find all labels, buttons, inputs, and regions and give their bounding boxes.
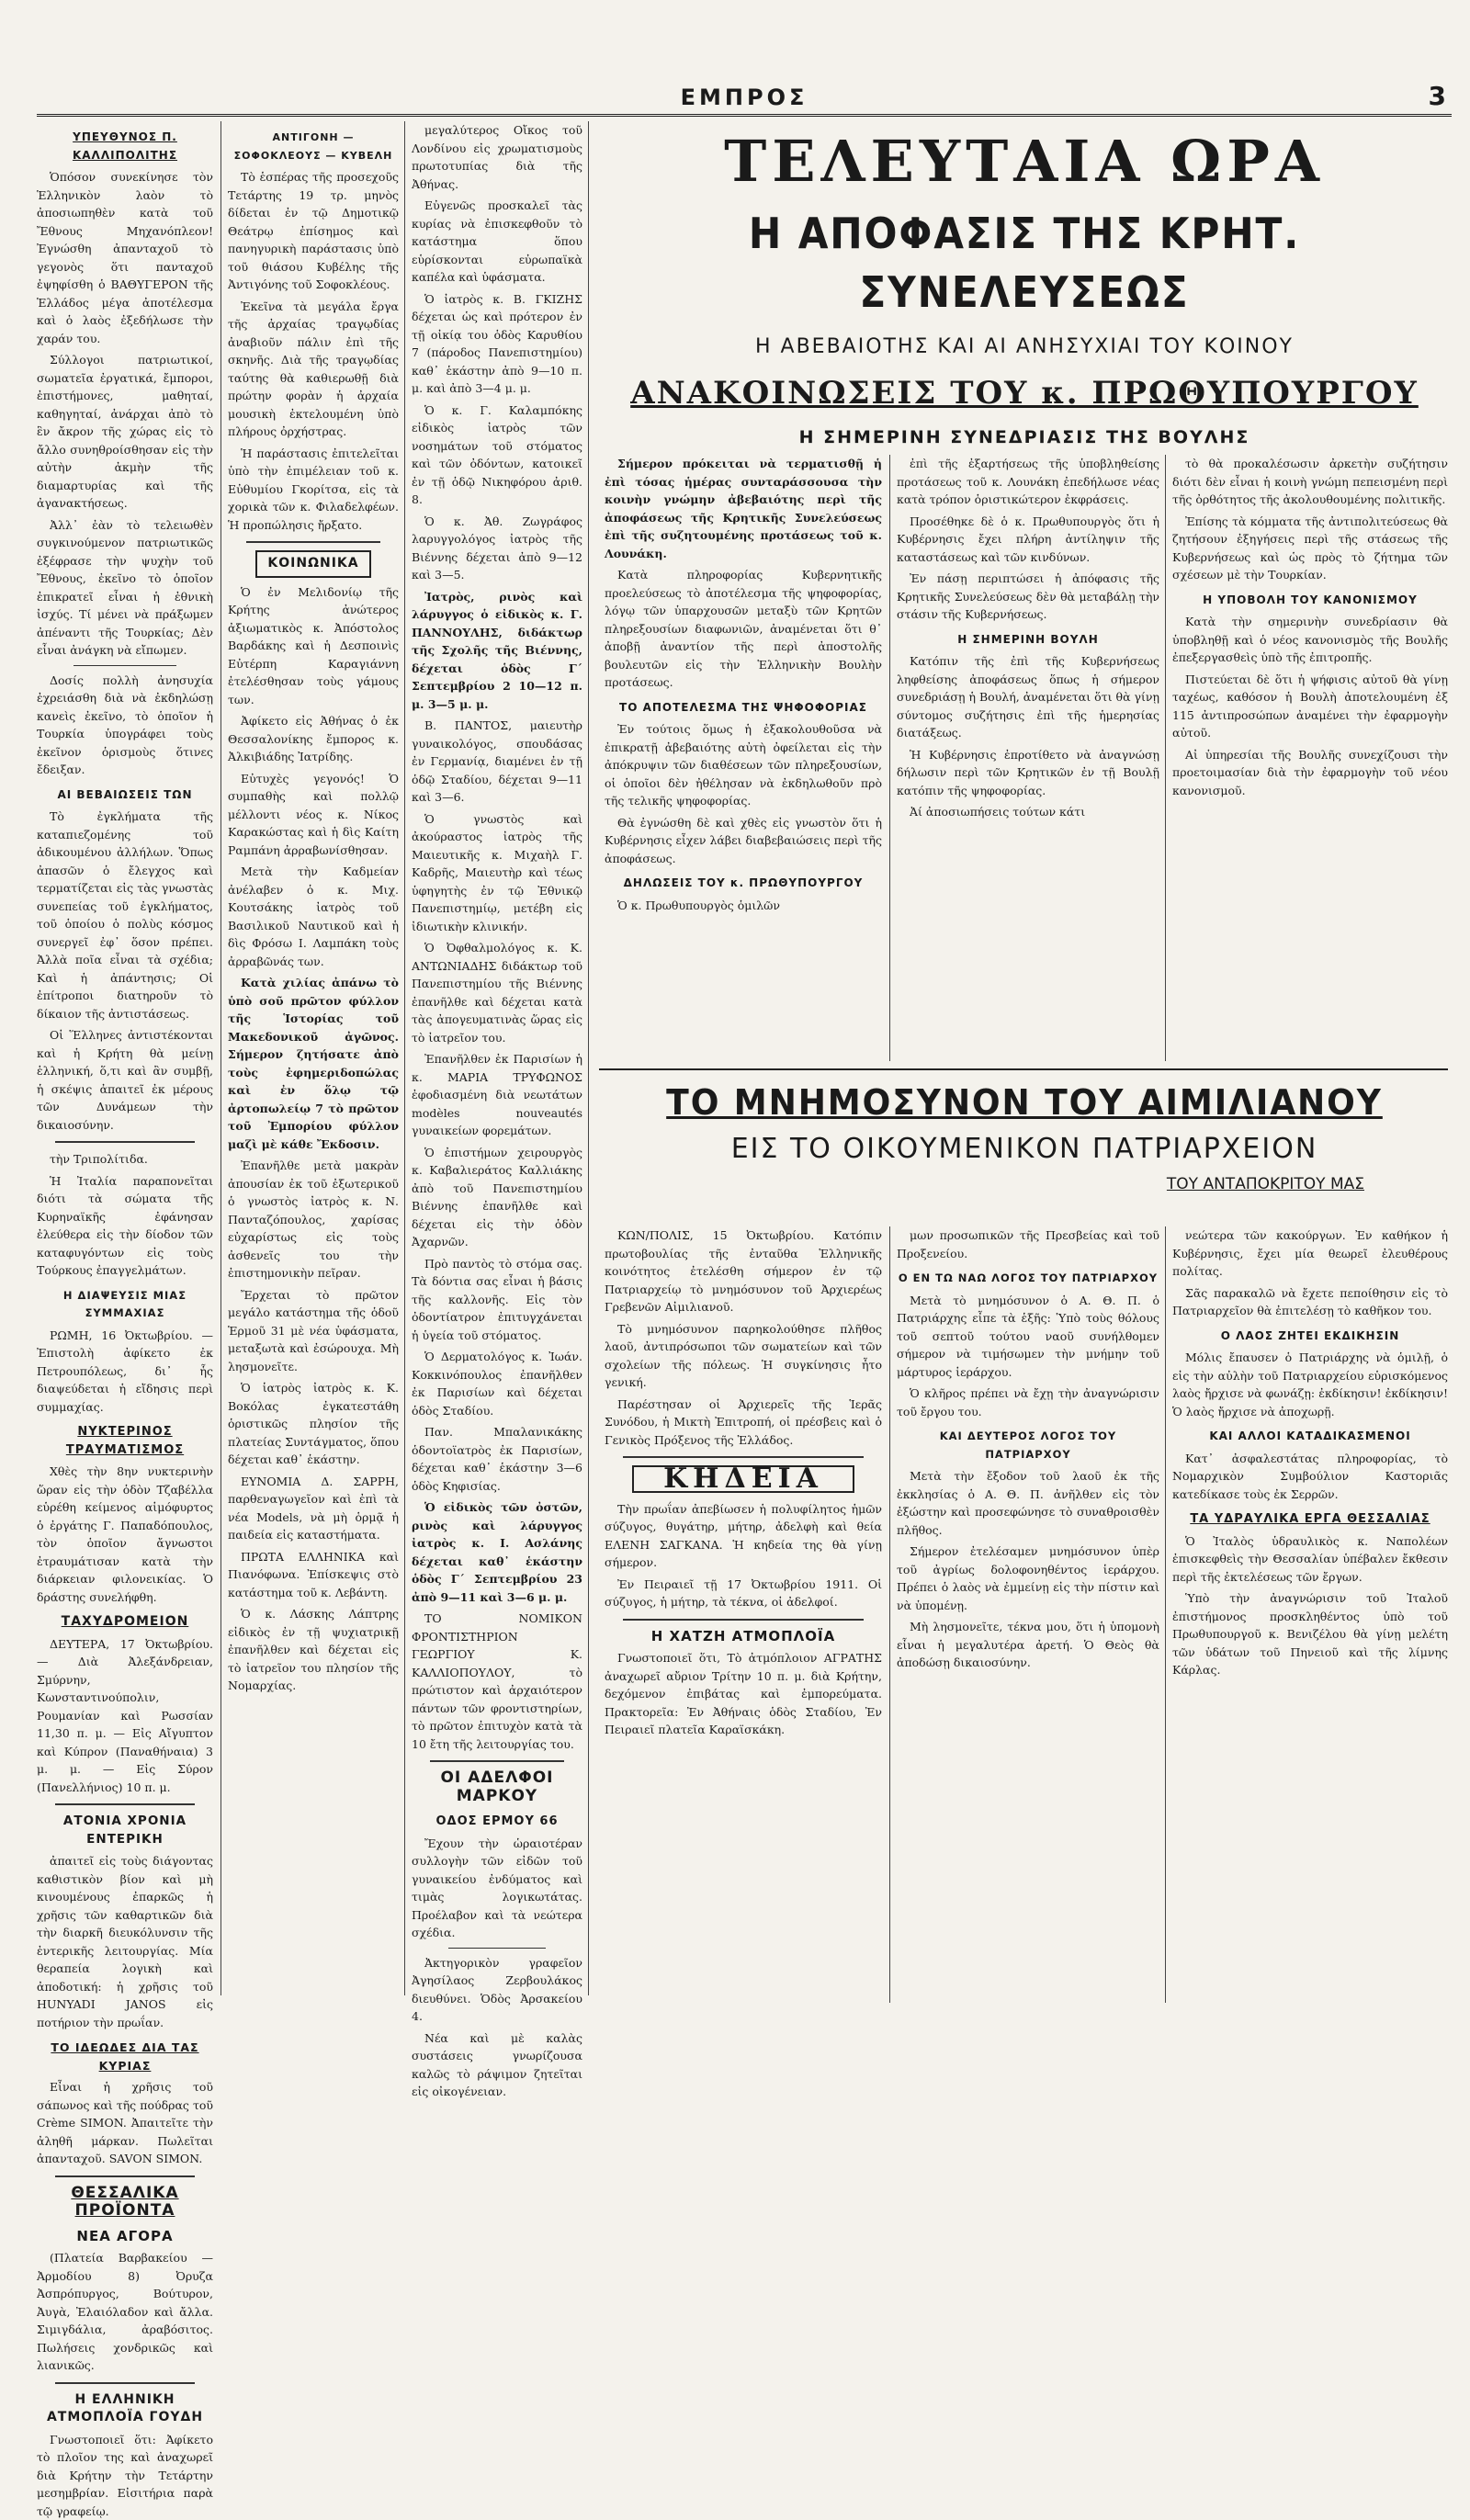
column-rule — [588, 121, 589, 1995]
article-paragraph: Μετὰ τὴν ἔξοδον τοῦ λαοῦ ἐκ τῆς ἐκκλησίας ὁ Α. Θ. Π. ἀνῆλθεν εἰς τὸν ἐξώστην καὶ προσεφώνησε τὸ συναθροισθὲν πλῆθος. — [897, 1467, 1159, 1539]
section-heading: ΤΑ ΥΔΡΑΥΛΙΚΑ ΕΡΓΑ ΘΕΣΣΑΛΙΑΣ — [1172, 1510, 1448, 1529]
article-paragraph: Τὸ ἐγκλήματα τῆς καταπιεζομένης τοῦ ἀδικουμένου ἀλλήλων. Ὅπως ἀπασῶν ὁ ἔλεγχος καὶ τερματίζεται εἰς τὰς γνωστὰς συνεπείας τοῦ ἐγκλήματος, τοῦ ὁποίου ὁ πολὺς κόσμος συνεργεῖ ἐφ᾽ ὅσον πρέπει. Ἀλλὰ ποῖα εἶναι τὰ σχέδια; Καὶ ἡ ἀπάντησις; Οἱ ἐπίτροποι διατηροῦν τὸ δίκαιον τῆς ἀντιστάσεως. — [37, 808, 213, 1023]
article-paragraph: Ἡ Κυβέρνησις ἐπροτίθετο νὰ ἀναγνώσῃ δήλωσιν περὶ τῶν Κρητικῶν ἐν τῇ Βουλῇ κατόπιν τῆς ψηφοφορίας. — [897, 746, 1159, 800]
column-rule — [889, 455, 890, 1061]
article-paragraph: Ἡ παράστασις ἐπιτελεῖται ὑπὸ τὴν ἐπιμέλειαν τοῦ κ. Εὐθυμίου Γκορίτσα, εἰς τὰ χορικὰ τῶν κ. Φιλαδελφέων. Ἡ προπώλησις ἤρξατο. — [228, 445, 399, 535]
banner-title: ΤΕΛΕΥΤΑΙΑ ΩΡΑ — [602, 129, 1447, 195]
column-1 — [37, 121, 213, 1995]
memorial-headline — [602, 1077, 1447, 1219]
separator — [55, 1803, 195, 1805]
article-paragraph: Κατ᾽ ἀσφαλεστάτας πληροφορίας, τὸ Νομαρχικὸν Συμβούλιον Καστοριᾶς κατεδίκασε τοὺς ἐκ Σερρῶν. — [1172, 1450, 1448, 1504]
ad-text: Εἶναι ἡ χρῆσις τοῦ σάπωνος καὶ τῆς πούδρας τοῦ Crème SIMON. Ἀπαιτεῖτε τὴν ἀληθῆ μάρκαν. Πωλεῖται ἀπανταχοῦ. SAVON SIMON. — [37, 2078, 213, 2168]
column-3 — [412, 121, 582, 1995]
ad-text: (Πλατεία Βαρβακείου — Ἀρμοδίου 8) Ὀρυζα Ἀσπρόπυργος, Βούτυρον, Ἀυγὰ, Ἐλαιόλαδον καὶ ἄλλα. Σιμιγδάλια, ἀραβόσιτος. Πωλήσεις χονδρικῶς καὶ λιανικῶς. — [37, 2249, 213, 2375]
notice-item: Παν. Μπαλανικάκης ὁδοντοϊατρὸς ἐκ Παρισίων, δέχεται καθ᾽ ἑκάστην 3—6 ὁδὸς Κηφισίας. — [412, 1423, 582, 1495]
section-heading: ΚΑΙ ΑΛΛΟΙ ΚΑΤΑΔΙΚΑΣΜΕΝΟΙ — [1172, 1428, 1448, 1446]
social-item: ΕΥΝΟΜΙΑ Δ. ΣΑΡΡΗ, παρθεναγωγεῖον καὶ ἐπὶ τὰ νέα Models, νὰ μὴ ὁρμᾷ ἡ παιδεία εἰς καταστήματα. — [228, 1473, 399, 1544]
separator — [246, 541, 380, 543]
article-paragraph: Ἀλλ᾽ ἐὰν τὸ τελειωθὲν συγκινούμενον πατριωτικῶς ἐξέφρασε τὴν ψυχὴν τοῦ Ἔθνους, ἐκεῖνο τὸ ὁποῖον ἐπικρατεῖ εἶναι ἡ ἐθνικὴ ἰσχύς. Τί μένει νὰ πράξωμεν ἀπέναντι τῆς Τουρκίας; Δὲν εἶναι ἀνάγκη νὰ εἴπωμεν. — [37, 516, 213, 660]
separator — [430, 1760, 564, 1762]
separator — [55, 1141, 195, 1143]
ad-heading: Η ΕΛΛΗΝΙΚΗ ΑΤΜΟΠΛΟΪΑ ΓΟΥΔΗ — [37, 2391, 213, 2427]
social-item: Ἀφίκετο εἰς Ἀθήνας ὁ ἐκ Θεσσαλονίκης ἔμπορος κ. Ἀλκιβιάδης Ἰατρίδης. — [228, 712, 399, 766]
article-paragraph: Ἐπίσης τὰ κόμματα τῆς ἀντιπολιτεύσεως θὰ ζητήσουν ἐξηγήσεις περὶ τῆς στάσεως τῆς Κυβερνήσεως καὶ ὡς πρὸς τὸ ζήτημα τῶν σχέσεων μὲ τὴν Τουρκίαν. — [1172, 513, 1448, 584]
separator — [55, 2175, 195, 2177]
article-paragraph: Πιστεύεται δὲ ὅτι ἡ ψήφισις αὐτοῦ θὰ γίνῃ ταχέως, καθόσον ἡ Βουλὴ ἀποτελουμένη ἐξ 115 ἀντιπροσώπων ἀναμένει τὴν ἐφαρμογὴν αὐτοῦ. — [1172, 671, 1448, 742]
article-paragraph: Κατόπιν τῆς ἐπὶ τῆς Κυβερνήσεως ληφθείσης ἀποφάσεως ὅπως ἡ σήμερον συνεδριάσῃ ἡ Βουλή, ἀναμένεται ὅτι θὰ γίνῃ σύντομος συζήτησις ἐπὶ τῆς ἡμερησίας διατάξεως. — [897, 652, 1159, 742]
newspaper-name: ΕΜΠΡΟΣ — [37, 85, 1452, 110]
article-paragraph: Αἰ ὑπηρεσίαι τῆς Βουλῆς συνεχίζουσι τὴν προετοιμασίαν διὰ τὴν ἐφαρμογὴν τοῦ νέου κανονισμοῦ. — [1172, 746, 1448, 800]
section-heading: Η ΔΙΑΨΕΥΣΙΣ ΜΙΑΣ ΣΥΜΜΑΧΙΑΣ — [37, 1287, 213, 1323]
article-paragraph: Οἱ Ἕλληνες ἀντιστέκονται καὶ ἡ Κρήτη θὰ μείνῃ ἑλληνική, ὅ,τι καὶ ἂν συμβῇ, ἡ σκέψις ἀπαιτεῖ ἐκ μέρους τῶν Δυνάμεων τὴν δικαιοσύνην. — [37, 1026, 213, 1134]
article-paragraph: Σᾶς παρακαλῶ νὰ ἔχετε πεποίθησιν εἰς τὸ Πατριαρχεῖον θὰ ἐπιτελέσῃ τὸ καθῆκον του. — [1172, 1284, 1448, 1320]
notice-item: Ὁ ἰατρὸς κ. Β. ΓΚΙΖΗΣ δέχεται ὡς καὶ πρότερον ἐν τῇ οἰκίᾳ του ὁδὸς Καρυθίου 7 (πάροδος Πανεπιστημίου) καθ᾽ ἑκάστην ἀπὸ 9—10 π. μ. καὶ ἀπὸ 3—4 μ. μ. — [412, 290, 582, 398]
theatre-heading: ΑΝΤΙΓΟΝΗ — ΣΟΦΟΚΛΕΟΥΣ — ΚΥΒΕΛΗ — [228, 129, 399, 164]
column-rule — [1165, 1226, 1166, 2003]
social-heading: ΚΟΙΝΩΝΙΚΑ — [255, 550, 371, 578]
ad-subheading: ΝΕΑ ΑΓΟΡΑ — [37, 2228, 213, 2246]
article-paragraph: Ἡ Ἰταλία παραπονεῖται διότι τὰ σώματα τῆς Κυρηναϊκῆς ἐφάνησαν ἐλεύθερα εἰς τὴν δίοδον τῶν καταφυγόντων εἰς τοὺς Τούρκους ἐπαγγελμάτων. — [37, 1172, 213, 1280]
social-item: Ἐπανῆλθε μετὰ μακρὰν ἀπουσίαν ἐκ τοῦ ἐξωτερικοῦ ὁ γνωστὸς ἰατρὸς κ. Ν. Πανταζόπουλος, χαρίσας εὐχαρίστως εἰς τοὺς ἀσθενεῖς του τὴν ἐπιστημονικὴν πεῖραν. — [228, 1157, 399, 1283]
ad-heading: ΑΤΟΝΙΑ ΧΡΟΝΙΑ ΕΝΤΕΡΙΚΗ — [37, 1813, 213, 1848]
social-item: Κατὰ χιλίας ἀπάνω τὸ ὑπὸ σοῦ πρῶτον φύλλον τῆς Ἱστορίας τοῦ Μακεδονικοῦ ἀγῶνος. Σήμερον ζητήσατε ἀπὸ τοὺς ἐφημεριδοπώλας καὶ ἐν ὅλῳ τῷ ἀρτοπωλείῳ 7 τὸ πρῶτον τοῦ Ἐμπορίου φύλλον μαζὶ μὲ κάθε Ἔκδοσιν. — [228, 974, 399, 1153]
ad-text: Γνωστοποιεῖ ὅτι: Ἀφίκετο τὸ πλοῖον της καὶ ἀναχωρεῖ διὰ Κρήτην τὴν Τετάρτην μεσημβρίαν. Εἰσιτήρια παρὰ τῷ γραφείῳ. — [37, 2431, 213, 2520]
section-heading: ΤΑΧΥΔΡΟΜΕΙΟΝ — [37, 1613, 213, 1632]
article-paragraph: Μετὰ τὸ μνημόσυνον ὁ Α. Θ. Π. ὁ Πατριάρχης εἶπε τὰ ἑξῆς: Ὑπὸ τοὺς θόλους τοῦ σεπτοῦ τούτου ναοῦ συνήλθομεν σήμερον νὰ τιμήσωμεν τὴν μνήμην τοῦ μάρτυρος ἱεράρχου. — [897, 1292, 1159, 1382]
separator — [599, 1068, 1448, 1070]
article-paragraph: τὴν Τριπολίτιδα. — [37, 1150, 213, 1169]
article-column-3 — [1172, 455, 1448, 1061]
notice-item: Ὁ κ. Ἀθ. Ζωγράφος λαρυγγολόγος ἰατρὸς τῆς Βιέννης δέχεται ἀπὸ 9—12 καὶ 3—5. — [412, 513, 582, 584]
notice-item: Πρὸ παντὸς τὸ στόμα σας. Τὰ δόντια σας εἶναι ἡ βάσις τῆς καλλονῆς. Εἰς τὸν ὀδοντίατρον ἐπιτυγχάνεται ἡ ὑγεία τοῦ στόματος. — [412, 1255, 582, 1345]
article-paragraph: Προσέθηκε δὲ ὁ κ. Πρωθυπουργὸς ὅτι ἡ Κυβέρνησις ἔχει πλήρη ἀντίληψιν τῆς καταστάσεως καὶ τῶν κινδύνων. — [897, 513, 1159, 567]
article-paragraph: ΔΕΥΤΕΡΑ, 17 Ὀκτωβρίου. — Διὰ Ἀλεξάνδρειαν, Σμύρνην, Κωνσταντινούπολιν, Ρουμανίαν καὶ Ρωσσίαν 11,30 π. μ. — Εἰς Αἴγυπτον καὶ Κύπρον (Παναθήναια) 3 μ. μ. — Εἰς Σύρον (Πανελλήνιος) 10 π. μ. — [37, 1635, 213, 1797]
article-paragraph: Ὑπὸ τὴν ἀναγνώρισιν τοῦ Ἰταλοῦ ἐπιστήμονος προσκληθέντος ὑπὸ τοῦ Πρωθυπουργοῦ κ. Βενιζέλου θὰ γίνῃ μελέτη τῶν ὑδάτων τοῦ Πηνειοῦ καὶ τῆς λίμνης Κάρλας. — [1172, 1589, 1448, 1679]
social-item: Μετὰ τὴν Καδμείαν ἀνέλαβεν ὁ κ. Μιχ. Κουτσάκης ἰατρὸς τοῦ Βασιλικοῦ Ναυτικοῦ καὶ ἡ δὶς Φρόσω Ι. Λαμπάκη τοὺς ἀρραβῶνάς των. — [228, 863, 399, 970]
article-paragraph: Χθὲς τὴν 8ην νυκτερινὴν ὥραν εἰς τὴν ὁδὸν Τζαβέλλα εὑρέθη κείμενος αἱμόφυρτος ὁ ἐργάτης Γ. Παπαδόπουλος, τὸν ὁποῖον ἄγνωστοι ἐτραυμάτισαν κατὰ τὴν διάρκειαν φιλονεικίας. Ὁ δράστης συνελήφθη. — [37, 1463, 213, 1606]
editor-heading: ΥΠΕΥΘΥΝΟΣ Π. ΚΑΛΛΙΠΟΛΙΤΗΣ — [37, 129, 213, 164]
ad-text: Ἔχουν τὴν ὡραιοτέραν συλλογὴν τῶν εἰδῶν τοῦ γυναικείου ἐνδύματος καὶ τιμὰς λογικωτάτας. Προέλαβον καὶ τὰ νεώτερα σχέδια. — [412, 1835, 582, 1942]
memorial-subtitle: ΕΙΣ ΤΟ ΟΙΚΟΥΜΕΝΙΚΟΝ ΠΑΤΡΙΑΡΧΕΙΟΝ — [602, 1128, 1447, 1170]
separator — [623, 1619, 864, 1621]
notice-item: Εὐγενῶς προσκαλεῖ τὰς κυρίας νὰ ἐπισκεφθοῦν τὸ κατάστημα ὅπου εὑρίσκονται εὐρωπαϊκὰ καπέλα καὶ ὑφάσματα. — [412, 197, 582, 287]
article-column-1 — [605, 455, 882, 1061]
article-paragraph: Θὰ ἐγνώσθη δὲ καὶ χθὲς εἰς γνωστὸν ὅτι ἡ Κυβέρνησις εἶχεν λάβει διαβεβαιώσεις περὶ τῆς ἀποφάσεως. — [605, 814, 882, 868]
article-column-6 — [1172, 1226, 1448, 2003]
article-paragraph: Ἐκεῖνα τὰ μεγάλα ἔργα τῆς ἀρχαίας τραγῳδίας ἀναβιοῦν πάλιν ἐπὶ τῆς σκηνῆς. Διὰ τῆς τραγῳδίας ταύτης θὰ καθιερωθῇ διὰ πρώτην φορὰν ἡ ἀρχαία μουσικὴ ἐκτελουμένη ὑπὸ πλήρους ὀρχήστρας. — [228, 298, 399, 441]
ad-heading: Η ΧΑΤΖΗ ΑΤΜΟΠΛΟΪΑ — [605, 1628, 882, 1646]
notice-item: Β. ΠΑΝΤΟΣ, μαιευτὴρ γυναικολόγος, σπουδάσας ἐν Γερμανίᾳ, διαμένει ἐν τῇ ὁδῷ Σταδίου, δέχεται 9—11 καὶ 3—6. — [412, 717, 582, 807]
notice-item: μεγαλύτερος Οἴκος τοῦ Λονδίνου εἰς χρωματισμοὺς πρωτοτυπίας διὰ τῆς Ἀθήνας. — [412, 121, 582, 193]
social-item: Εὐτυχὲς γεγονός! Ὁ συμπαθὴς καὶ πολλῷ μέλλοντι νέος κ. Νίκος Καρακώστας καὶ ἡ δὶς Καίτη Ραμπάνη ἀρραβωνίσθησαν. — [228, 770, 399, 860]
article-paragraph: Ὁ κ. Πρωθυπουργὸς ὁμιλῶν — [605, 897, 882, 915]
article-paragraph: ἐπὶ τῆς ἐξαρτήσεως τῆς ὑποβληθείσης προτάσεως τοῦ κ. Λουνάκη ἐπεδήλωσε νέας κατὰ τρόπον ὁριστικώτερον ἐκφράσεις. — [897, 455, 1159, 509]
article-paragraph: Κατὰ τὴν σημερινὴν συνεδρίασιν θὰ ὑποβληθῇ καὶ ὁ νέος κανονισμὸς τῆς Βουλῆς ἐπεξεργασθεὶς ὑπὸ τῆς ἐπιτροπῆς. — [1172, 613, 1448, 667]
ad-heading: ΘΕΣΣΑΛΙΚΑ ΠΡΟΪΟΝΤΑ — [37, 2185, 213, 2221]
social-item: Ὁ ἐν Μελιδονίῳ τῆς Κρήτης ἀνώτερος ἀξιωματικὸς κ. Ἀπόστολος Βαρδάκης καὶ ἡ Δεσποινὶς Εὐτέρπη Καραγιάννη ἐτελέσθησαν τοὺς γάμους των. — [228, 583, 399, 709]
section-heading: ΑΙ ΒΕΒΑΙΩΣΕΙΣ ΤΩΝ — [37, 786, 213, 805]
article-paragraph: Δοσίς πολλὴ ἀνησυχία ἐχρειάσθη διὰ νὰ ἐκδηλώσῃ κανεὶς ἐκεῖνο, τὸ ὁποῖον ἡ Τουρκία ὑπογράφει τοὺς ἐκεῖνον ὁρισμοὺς ὅτινες ἔδειξαν. — [37, 672, 213, 779]
ad-text: Ἀκτηγορικὸν γραφεῖον Ἀγησίλαος Ζερβουλάκος διευθύνει. Ὁδὸς Ἀρσακείου 4. — [412, 1954, 582, 2026]
article-paragraph: Κατὰ πληροφορίας Κυβερνητικῆς προελεύσεως τὸ ἀποτέλεσμα τῆς ψηφοφορίας, λόγῳ τῶν ὑπαρχουσῶν μεταξὺ τῶν Κρητῶν πληρεξουσίων διαφωνιῶν, ἀναμένεται ὅτι θ᾽ ἀποβῇ ἀναντίον τῆς περὶ ἀποστολῆς βουλευτῶν εἰς τὴν Ἑλληνικὴν Βουλὴν προτάσεως. — [605, 566, 882, 692]
ad-subheading: ΟΔΟΣ ΕΡΜΟΥ 66 — [412, 1813, 582, 1831]
article-paragraph: Ἐν πάσῃ περιπτώσει ἡ ἀπόφασις τῆς Κρητικῆς Συνελεύσεως δὲν θὰ μεταβάλῃ τὴν στάσιν τῆς Κυβερνήσεως. — [897, 570, 1159, 624]
separator — [74, 665, 176, 666]
notice-item: Ὁ κ. Γ. Καλαμπόκης εἰδικὸς ἰατρὸς τῶν νοσημάτων τοῦ στόματος καὶ τῶν ὀδόντων, κατοικεῖ ἐν τῇ ὁδῷ Νικηφόρου ἀριθ. 8. — [412, 401, 582, 509]
section-heading: Ο ΕΝ ΤΩ ΝΑΩ ΛΟΓΟΣ ΤΟΥ ΠΑΤΡΙΑΡΧΟΥ — [897, 1270, 1159, 1288]
notice-item: Ὁ εἰδικὸς τῶν ὀστῶν, ρινὸς καὶ λάρυγγος ἰατρὸς κ. Ι. Ασλάνης δέχεται καθ᾽ ἑκάστην ὁδὸς Γ΄ Σεπτεμβρίου 23 ἀπὸ 9—11 καὶ 3—6 μ. μ. — [412, 1498, 582, 1606]
separator — [55, 2382, 195, 2384]
banner-subheading: ΑΝΑΚΟΙΝΩΣΕΙΣ ΤΟΥ κ. ΠΡΩΘΥΠΟΥΡΓΟΥ — [602, 369, 1447, 417]
column-rule — [220, 121, 221, 1995]
page-number: 3 — [1429, 81, 1446, 111]
notice-item: Ὁ γνωστὸς καὶ ἀκούραστος ἰατρὸς τῆς Μαιευτικῆς κ. Μιχαὴλ Γ. Καδρῆς, Μαιευτὴρ καὶ τέως ὑφηγητὴς ἐν τῷ Ἐθνικῷ Πανεπιστημίῳ, μετέβη εἰς ἰδιωτικὴν κλινικήν. — [412, 810, 582, 936]
section-heading: ΤΟ ΑΠΟΤΕΛΕΣΜΑ ΤΗΣ ΨΗΦΟΦΟΡΙΑΣ — [605, 699, 882, 718]
article-column-5 — [897, 1226, 1159, 2003]
article-paragraph: Μόλις ἔπαυσεν ὁ Πατριάρχης νὰ ὁμιλῇ, ὁ εἰς τὴν αὐλὴν τοῦ Πατριαρχείου εὑρισκόμενος λαὸς ἤρχισε νὰ φωνάζῃ: ἐκδίκησιν! ἐκδίκησιν! Ὁ λαὸς ἤρχισε νὰ ἀποχωρῇ. — [1172, 1349, 1448, 1420]
article-paragraph: νεώτερα τῶν κακούργων. Ἐν καθήκον ἡ Κυβέρνησις, ἔχει μία θεωρεῖ ἐλευθέρους πολίτας. — [1172, 1226, 1448, 1281]
notice-item: Ὁ ἐπιστήμων χειρουργὸς κ. Καβαλιεράτος Καλλιάκης ἀπὸ τοῦ Πανεπιστημίου Βιέννης ἐπανῆλθε καὶ δέχεται εἰς τὴν ὁδὸν Ἀχαρνῶν. — [412, 1144, 582, 1251]
notice-item: ΤΟ ΝΟΜΙΚΟΝ ΦΡΟΝΤΙΣΤΗΡΙΟΝ ΓΕΩΡΓΙΟΥ Κ. ΚΑΛΛΙΟΠΟΥΛΟΥ, τὸ πρώτιστον καὶ ἀρχαιότερον πάντων τῶν φροντιστηρίων, τὸ πρῶτον ἐπιτυχὸν κατὰ τὰ 10 ἔτη τῆς λειτουργίας του. — [412, 1610, 582, 1753]
masthead — [37, 81, 1452, 117]
article-paragraph: Ἀί ἀποσιωπήσεις τούτων κάτι — [897, 803, 1159, 821]
banner-subheading: Η ΣΗΜΕΡΙΝΗ ΣΥΝΕΔΡΙΑΣΙΣ ΤΗΣ ΒΟΥΛΗΣ — [602, 421, 1447, 454]
notice-item: Ἐπανῆλθεν ἐκ Παρισίων ἡ κ. ΜΑΡΙΑ ΤΡΥΦΩΝΟΣ ἐφοδιασμένη διὰ νεωτάτων modèles nouveautés γυναικείων φορεμάτων. — [412, 1050, 582, 1140]
article-paragraph: Ὁ Ἰταλὸς ὑδραυλικὸς κ. Ναπολέων ἐπισκεφθεὶς τὴν Θεσσαλίαν ὑπέβαλεν ἔκθεσιν περὶ τῆς ἐκτελέσεως τῶν ἔργων. — [1172, 1532, 1448, 1587]
ad-text: ἀπαιτεῖ εἰς τοὺς διάγοντας καθιστικὸν βίον καὶ μὴ κινουμένους ἐπαρκῶς ἡ χρῆσις τῶν καθαρτικῶν διὰ τὴν διαρκῆ διευκόλυνσιν τῆς ἐντερικῆς λειτουργίας. Μία θεραπεία λογικὴ καὶ ἀποδοτική: ἡ χρῆσις τοῦ HUNYADI JANOS εἰς ποτήριον τὴν πρωΐαν. — [37, 1852, 213, 2031]
article-paragraph: Σύλλογοι πατριωτικοί, σωματεῖα ἐργατικά, ἔμποροι, ἐπιστήμονες, μαθηταί, καθηγηταί, ἀνάρχαι ἀπὸ τὸ ἓν ἄκρον τῆς χώρας εἰς τὸ ἄλλο συνηθροίσθησαν εἰς τὴν αὐτὴν ἀκμὴν τῆς διαμαρτυρίας καὶ τῆς ἀγανακτήσεως. — [37, 351, 213, 513]
column-rule — [1165, 455, 1166, 1061]
article-column-2 — [897, 455, 1159, 1061]
ad-text: Γνωστοποιεῖ ὅτι, Τὸ ἀτμόπλοιον ΑΓΡΑΤΗΣ ἀναχωρεῖ αὔριον Τρίτην 10 π. μ. διὰ Κρήτην, δεχόμενον ἐπιβάτας καὶ ἐμπορεύματα. Πρακτορεῖα: Ἐν Ἀθήναις ὁδὸς Σταδίου, Ἐν Πειραιεῖ πλατεῖα Καραϊσκάκη. — [605, 1649, 882, 1739]
funeral-notice: Τὴν πρωΐαν ἀπεβίωσεν ἡ πολυφίλητος ἡμῶν σύζυγος, θυγάτηρ, μήτηρ, ἀδελφὴ καὶ θεία ΕΛΕΝΗ ΣΑΓΚΑΝΑ. Ἡ κηδεία της θὰ γίνῃ σήμερον. — [605, 1500, 882, 1572]
article-paragraph: Τὸ ἑσπέρας τῆς προσεχοῦς Τετάρτης 19 τρ. μηνὸς δίδεται ἐν τῷ Δημοτικῷ Θεάτρῳ ἐπίσημος καὶ πανηγυρικὴ παράστασις ὑπὸ τοῦ θιάσου Κυβέλης τῆς Ἀντιγόνης τοῦ Σοφοκλέους. — [228, 168, 399, 294]
column-rule — [889, 1226, 890, 2003]
column-2 — [228, 121, 399, 1995]
byline: ΤΟΥ ΑΝΤΑΠΟΚΡΙΤΟΥ ΜΑΣ — [602, 1170, 1447, 1198]
funeral-notice: Ἐν Πειραιεῖ τῇ 17 Ὀκτωβρίου 1911. Οἱ σύζυγος, ἡ μήτηρ, τὰ τέκνα, οἱ ἀδελφοί. — [605, 1576, 882, 1611]
social-item: Ὁ ἱατρὸς ἰατρὸς κ. Κ. Βοκόλας ἐγκατεστάθη ὁριστικῶς πλησίον τῆς πλατείας Συντάγματος, ὅπου δέχεται καθ᾽ ἑκάστην. — [228, 1379, 399, 1469]
separator — [448, 1948, 546, 1949]
funeral-heading: ΚΗΔΕΙΑ — [632, 1465, 854, 1493]
article-paragraph: Παρέστησαν οἱ Ἀρχιερεῖς τῆς Ἱερᾶς Συνόδου, ἡ Μικτὴ Ἐπιτροπή, οἱ πρέσβεις καὶ ὁ Γενικὸς Πρόξενος τῆς Ἑλλάδος. — [605, 1396, 882, 1450]
section-heading: Ο ΛΑΟΣ ΖΗΤΕΙ ΕΚΔΙΚΗΣΙΝ — [1172, 1328, 1448, 1346]
section-heading: Η ΣΗΜΕΡΙΝΗ ΒΟΥΛΗ — [897, 631, 1159, 650]
section-heading: ΚΑΙ ΔΕΥΤΕΡΟΣ ΛΟΓΟΣ ΤΟΥ ΠΑΤΡΙΑΡΧΟΥ — [897, 1428, 1159, 1463]
newspaper-page — [37, 0, 1452, 2013]
ad-heading: ΤΟ ΙΔΕΩΔΕΣ ΔΙΑ ΤΑΣ ΚΥΡΙΑΣ — [37, 2039, 213, 2074]
memorial-title: ΤΟ ΜΝΗΜΟΣΥΝΟΝ ΤΟΥ ΑΙΜΙΛΙΑΝΟΥ — [623, 1077, 1426, 1128]
article-paragraph: Σήμερον πρόκειται νὰ τερματισθῇ ἡ ἐπὶ τόσας ἡμέρας συνταράσσουσα τὴν κοινὴν γνώμην ἀβεβαιότης περὶ τῆς ἀποφάσεως τῆς Κρητικῆς Συνελεύσεως ἐπὶ τῆς συζητουμένης προτάσεως τοῦ κ. Λουνάκη. — [605, 455, 882, 562]
top-news-banner — [602, 129, 1447, 446]
notice-item: Ὁ Ὀφθαλμολόγος κ. Κ. ΑΝΤΩΝΙΑΔΗΣ διδάκτωρ τοῦ Πανεπιστημίου τῆς Βιέννης ἐπανῆλθε καὶ δέχεται κατὰ τὰς ἀπογευματινὰς ὥρας εἰς τὸ ἰατρεῖον του. — [412, 939, 582, 1046]
article-paragraph: μων προσωπικῶν τῆς Πρεσβείας καὶ τοῦ Προξενείου. — [897, 1226, 1159, 1262]
social-item: Ἔρχεται τὸ πρῶτον μεγάλο κατάστημα τῆς ὁδοῦ Ἑρμοῦ 31 μὲ νέα ὑφάσματα, μεταξωτὰ καὶ ἐσώρουχα. Μὴ λησμονεῖτε. — [228, 1286, 399, 1376]
section-heading: ΔΗΛΩΣΕΙΣ ΤΟΥ κ. ΠΡΩΘΥΠΟΥΡΓΟΥ — [605, 875, 882, 893]
article-paragraph: τὸ θὰ προκαλέσωσιν ἀρκετὴν συζήτησιν διότι δὲν εἶναι ἡ κοινὴ γνώμη πεπεισμένη περὶ τῆς ὀρθότητος τῆς ἀκολουθουμένης πολιτικῆς. — [1172, 455, 1448, 509]
article-paragraph: Τὸ μνημόσυνον παρηκολούθησε πλῆθος λαοῦ, ἀντιπρόσωποι τῶν σωματείων καὶ τῶν σχολείων τῆς πόλεως. Ἡ συγκίνησις ἦτο γενική. — [605, 1320, 882, 1392]
article-paragraph: Ὁπόσον συνεκίνησε τὸν Ἑλληνικὸν λαὸν τὸ ἀποσιωπηθὲν κατὰ τοῦ Ἔθνους Μηχανόπλεον! Ἐγνώσθη ἀπανταχοῦ τὸ γεγονὸς ὅτι πανταχοῦ ἐψηφίσθη ὁ ΒΑΘΥΓΕΡΟΝ τῆς Ἑλλάδος μέγα ἀποτέλεσμα καὶ ὁ λαὸς ἐξεδήλωσε τὴν χαράν του. — [37, 168, 213, 347]
notice-item: Ἰατρὸς, ρινὸς καὶ λάρυγγος ὁ εἰδικὸς κ. Γ. ΠΑΝΝΟΥΛΗΣ, διδάκτωρ τῆς Σχολῆς τῆς Βιέννης, δέχεται ὁδὸς Γ΄ Σεπτεμβρίου 2 10—12 π. μ. 3—5 μ. μ. — [412, 588, 582, 714]
ad-heading: ΟΙ ΑΔΕΛΦΟΙ ΜΑΡΚΟΥ — [412, 1769, 582, 1805]
notice-item: Ὁ Δερματολόγος κ. Ἰωάν. Κοκκινόπουλος ἐπανῆλθεν ἐκ Παρισίων καὶ δέχεται ὁδὸς Σταδίου. — [412, 1348, 582, 1419]
article-paragraph: Μὴ λησμονεῖτε, τέκνα μου, ὅτι ἡ ὑπομονὴ εἶναι ἡ μεγαλυτέρα ἀρετή. Ὁ Θεὸς θὰ ἀποδώσῃ δικαιοσύνην. — [897, 1618, 1159, 1672]
section-heading: ΝΥΚΤΕΡΙΝΟΣ ΤΡΑΥΜΑΤΙΣΜΟΣ — [37, 1423, 213, 1459]
social-item: Ὁ κ. Λάσκης Λάπτρης εἰδικὸς ἐν τῇ ψυχιατρικῇ ἐπανῆλθεν καὶ δέχεται εἰς τὸ ἰατρεῖον του πλησίον τῆς Νομαρχίας. — [228, 1605, 399, 1695]
article-column-4 — [605, 1226, 882, 2003]
banner-subheading: Η ΑΒΕΒΑΙΟΤΗΣ ΚΑΙ ΑΙ ΑΝΗΣΥΧΙΑΙ ΤΟΥ ΚΟΙΝΟΥ — [602, 329, 1447, 366]
separator — [623, 1456, 864, 1458]
column-rule — [404, 121, 405, 1995]
ad-text: Νέα καὶ μὲ καλὰς συστάσεις γνωρίζουσα καλῶς τὸ ράψιμον ζητεῖται εἰς οἰκογένειαν. — [412, 2029, 582, 2101]
social-item: ΠΡΩΤΑ ΕΛΛΗΝΙΚΑ καὶ Πιανόφωνα. Ἐπίσκεψις στὸ κατάστημα τοῦ κ. Λεβάντη. — [228, 1548, 399, 1602]
article-paragraph: ΚΩΝ/ΠΟΛΙΣ, 15 Ὀκτωβρίου. Κατόπιν πρωτοβουλίας τῆς ἐνταῦθα Ἑλληνικῆς κοινότητος ἐτελέσθη σήμερον ἐν τῷ Πατριαρχείῳ τὸ μνημόσυνον τοῦ Ἀρχιερέως Γρεβενῶν Αἰμιλιανοῦ. — [605, 1226, 882, 1317]
article-paragraph: Σήμερον ἐτελέσαμεν μνημόσυνον ὑπὲρ τοῦ ἀγρίως δολοφονηθέντος ἱεράρχου. Πρέπει ὁ λαὸς νὰ ἐμμείνῃ εἰς τὴν πίστιν καὶ νὰ ὑπομένῃ. — [897, 1543, 1159, 1614]
banner-headline: Η ΑΠΟΦΑΣΙΣ ΤΗΣ ΚΡΗΤ. ΣΥΝΕΛΕΥΣΕΩΣ — [636, 204, 1413, 322]
article-paragraph: Ἐν τούτοις ὅμως ἡ ἐξακολουθοῦσα νὰ ἐπικρατῇ ἀβεβαιότης αὐτὴ ὀφείλεται εἰς τὴν ἀπόκρυψιν τῶν διαθέσεων τῶν πληρεξουσίων, οἱ ὁποῖοι δὲν ἠθέλησαν νὰ ἐκδηλωθοῦν πρὸ τῆς τελικῆς ψηφοφορίας. — [605, 720, 882, 810]
article-paragraph: ΡΩΜΗ, 16 Ὀκτωβρίου. — Ἐπιστολὴ ἀφίκετο ἐκ Πετρουπόλεως, δι᾽ ἧς διαψεύδεται ἡ εἴδησις περὶ συμμαχίας. — [37, 1327, 213, 1417]
section-heading: Η ΥΠΟΒΟΛΗ ΤΟΥ ΚΑΝΟΝΙΣΜΟΥ — [1172, 592, 1448, 610]
article-paragraph: Ὁ κλῆρος πρέπει νὰ ἔχῃ τὴν ἀναγνώρισιν τοῦ ἔργου του. — [897, 1384, 1159, 1420]
